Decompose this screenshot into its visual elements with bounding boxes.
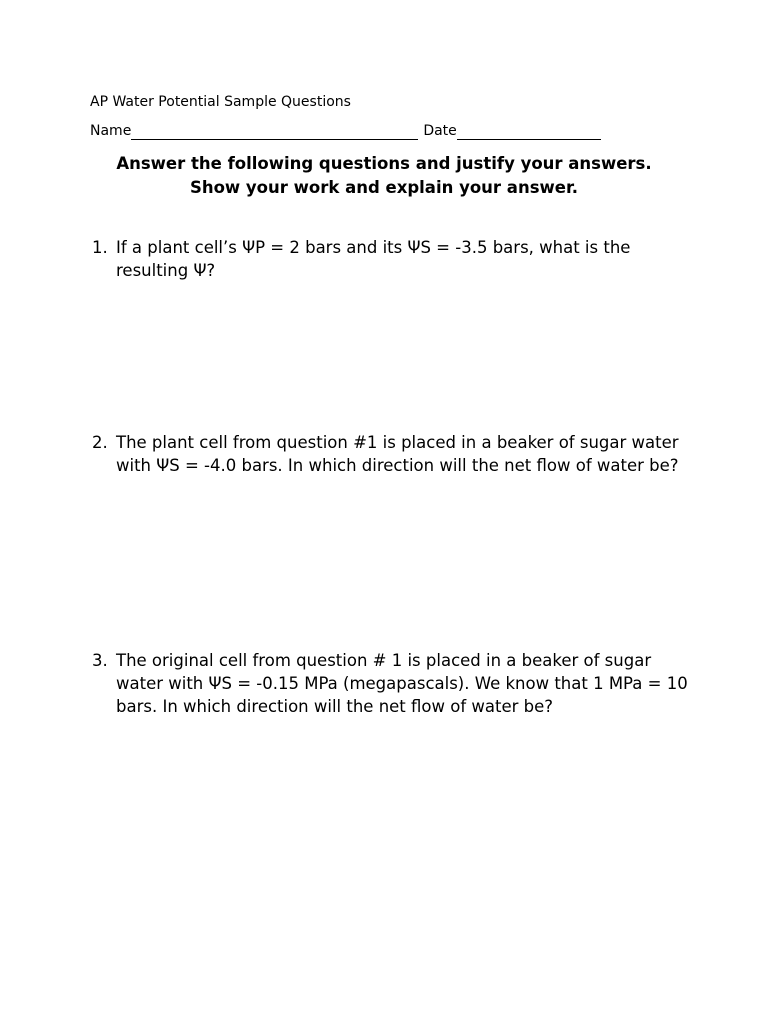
question-number: 2. — [92, 433, 108, 452]
name-blank-line — [131, 124, 418, 140]
question-number: 3. — [92, 651, 108, 670]
question-2 — [92, 431, 702, 477]
question-1 — [92, 236, 702, 282]
worksheet-title: AP Water Potential Sample Questions — [90, 94, 351, 110]
question-text: The original cell from question # 1 is placed in a beaker of sugar water with ΨS = -0.15 MPa (megapascals). We know that 1 MPa = 10 bars. In which direction will the net flow of water be? — [116, 651, 688, 716]
question-text: The plant cell from question #1 is placed in a beaker of sugar water with ΨS = -4.0 bars. In which direction will the net flow of water be? — [116, 433, 679, 475]
question-number: 1. — [92, 238, 108, 257]
date-blank-line — [457, 124, 601, 140]
instructions-line-1: Answer the following questions and justify your answers. — [116, 154, 652, 173]
question-3 — [92, 649, 702, 718]
name-date-row — [90, 122, 601, 140]
name-label: Name — [90, 123, 132, 139]
instructions-line-2: Show your work and explain your answer. — [189, 178, 579, 197]
instructions — [0, 152, 768, 200]
date-label: Date — [423, 123, 457, 139]
question-text: If a plant cell’s ΨP = 2 bars and its ΨS = -3.5 bars, what is the resulting Ψ? — [116, 238, 631, 280]
